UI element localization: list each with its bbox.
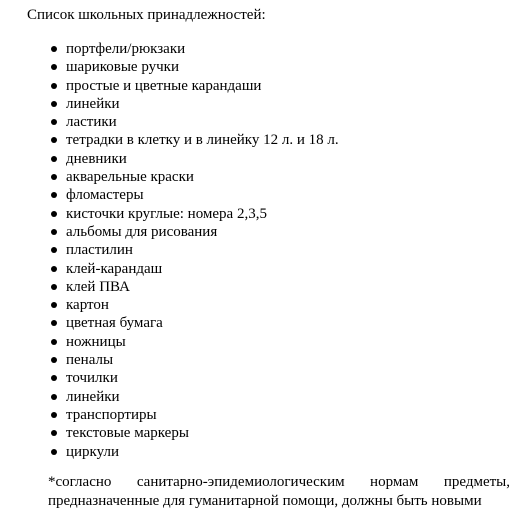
list-item-text: кисточки круглые: номера 2,3,5 <box>66 205 267 222</box>
list-item-text: циркули <box>66 443 119 460</box>
bullet-icon <box>51 449 57 455</box>
bullet-icon <box>51 101 57 107</box>
bullet-icon <box>51 357 57 363</box>
bullet-icon <box>51 266 57 272</box>
bullet-icon <box>51 375 57 381</box>
list-item-text: точилки <box>66 370 118 387</box>
list-item-text: клей ПВА <box>66 278 130 295</box>
list-item-text: фломастеры <box>66 187 144 204</box>
list-item-text: акварельные краски <box>66 169 194 186</box>
list-item-text: линейки <box>66 95 120 112</box>
bullet-icon <box>51 192 57 198</box>
bullet-icon <box>51 302 57 308</box>
list-item-text: шариковые ручки <box>66 59 179 76</box>
bullet-icon <box>51 394 57 400</box>
bullet-icon <box>51 64 57 70</box>
list-item-text: простые и цветные карандаши <box>66 77 262 94</box>
list-item-text: альбомы для рисования <box>66 223 218 240</box>
list-item-text: цветная бумага <box>66 315 163 332</box>
list-item-text: портфели/рюкзаки <box>66 41 186 57</box>
list-item-text: картон <box>66 297 109 314</box>
list-item-text: ножницы <box>66 333 126 350</box>
bullet-icon <box>51 83 57 89</box>
list-item-text: клей-карандаш <box>66 260 163 277</box>
list-item-text: транспортиры <box>66 406 157 423</box>
bullet-icon <box>51 339 57 345</box>
bullet-icon <box>51 412 57 418</box>
bullet-icon <box>51 247 57 253</box>
list-item-text: тетрадки в клетку и в линейку 12 л. и 18 л. <box>66 132 339 149</box>
bullet-icon <box>51 119 57 125</box>
bullet-icon <box>51 320 57 326</box>
bullet-icon <box>51 430 57 436</box>
list-item-text: линейки <box>66 388 120 405</box>
bullet-icon <box>51 284 57 290</box>
list-title: Список школьных принадлежностей: <box>27 7 266 23</box>
bullet-icon <box>51 174 57 180</box>
list-item-text: ластики <box>66 114 117 131</box>
list-item-text: пеналы <box>66 352 114 369</box>
list-item-text: пластилин <box>66 242 133 259</box>
bullet-icon <box>51 229 57 235</box>
bullet-icon <box>51 156 57 162</box>
bullet-icon <box>51 46 57 52</box>
bullet-icon <box>51 137 57 143</box>
list-item-text: текстовые маркеры <box>66 425 189 442</box>
bullet-icon <box>51 211 57 217</box>
footnote: *согласно санитарно-эпидемиологическим нормам предметы, предназначенные для гуманитарной помощи, должны быть новыми <box>48 474 510 509</box>
list-item-text: дневники <box>66 150 127 167</box>
